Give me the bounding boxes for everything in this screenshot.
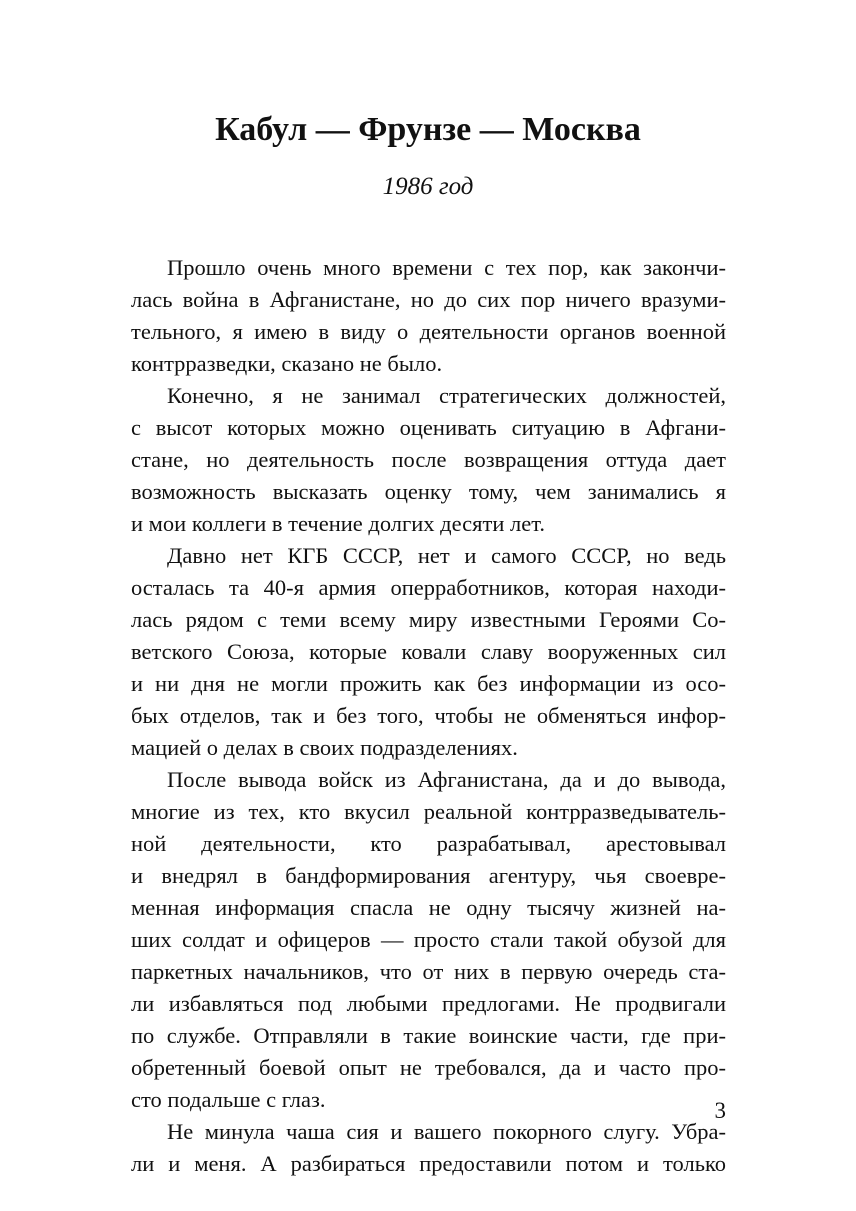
text-line: ветского Союза, которые ковали славу вооруженных сил (131, 639, 726, 664)
paragraph (131, 1116, 726, 1180)
text-line: и внедрял в бандформирования агентуру, чья своевре- (131, 863, 726, 888)
paragraph (131, 252, 726, 380)
text-line: После вывода войск из Афганистана, да и до вывода, (167, 767, 726, 792)
text-line: и ни дня не могли прожить как без информации из осо- (131, 671, 726, 696)
chapter-subtitle: 1986 год (382, 173, 474, 200)
text-line: ли и меня. А разбираться предоставили потом и только (131, 1151, 726, 1176)
text-line: многие из тех, кто вкусил реальной контрразведыватель- (131, 799, 726, 824)
body-text (131, 252, 726, 1180)
text-line: Давно нет КГБ СССР, нет и самого СССР, но ведь (167, 543, 726, 568)
text-line: тельного, я имею в виду о деятельности органов военной (131, 319, 726, 344)
text-line: обретенный боевой опыт не требовался, да и часто про- (131, 1055, 726, 1080)
text-line: с высот которых можно оценивать ситуацию в Афгани- (131, 415, 726, 440)
text-line: возможность высказать оценку тому, чем занимались я (131, 479, 726, 504)
text-line: лась рядом с теми всему миру известными Героями Со- (131, 607, 726, 632)
text-line: ших солдат и офицеров — просто стали такой обузой для (131, 927, 726, 952)
text-line: лась война в Афганистане, но до сих пор ничего вразуми- (131, 287, 726, 312)
paragraph (131, 540, 726, 764)
text-line: сто подальше с глаз. (131, 1087, 326, 1112)
page-number: 3 (714, 1098, 726, 1123)
text-line: Прошло очень много времени с тех пор, как закончи- (167, 255, 726, 280)
text-line: ной деятельности, кто разрабатывал, арестовывал (131, 831, 726, 856)
text-line: контрразведки, сказано не было. (131, 351, 443, 376)
text-line: по службе. Отправляли в такие воинские части, где при- (131, 1023, 726, 1048)
chapter-title: Кабул — Фрунзе — Москва (215, 111, 641, 148)
text-line: менная информация спасла не одну тысячу жизней на- (131, 895, 726, 920)
text-line: стане, но деятельность после возвращения оттуда дает (131, 447, 726, 472)
text-line: ли избавляться под любыми предлогами. Не продвигали (131, 991, 726, 1016)
paragraph (131, 380, 726, 540)
text-line: и мои коллеги в течение долгих десяти лет. (131, 511, 545, 536)
text-line: Конечно, я не занимал стратегических должностей, (167, 383, 726, 408)
text-line: паркетных начальников, что от них в первую очередь ста- (131, 959, 726, 984)
text-line: мацией о делах в своих подразделениях. (131, 735, 518, 760)
text-line: бых отделов, так и без того, чтобы не обменяться инфор- (131, 703, 726, 728)
text-line: Не минула чаша сия и вашего покорного слугу. Убра- (167, 1119, 726, 1144)
paragraph (131, 764, 726, 1116)
text-line: осталась та 40-я армия оперработников, которая находи- (131, 575, 726, 600)
